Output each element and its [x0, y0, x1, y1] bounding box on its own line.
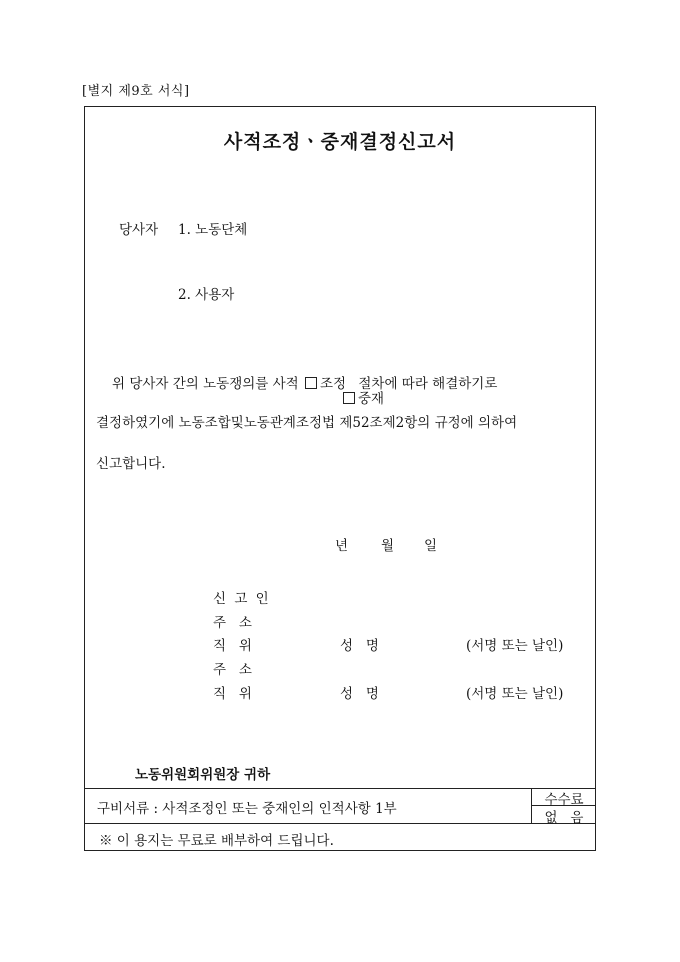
required-documents: 구비서류 : 사적조정인 또는 중재인의 인적사항 1부	[97, 801, 397, 817]
date-month: 월	[381, 538, 395, 554]
statement-continuation: 절차에 따라 해결하기로	[358, 376, 498, 392]
statement-line-2: 결정하였기에 노동조합및노동관계조정법 제52조제2항의 규정에 의하여	[96, 415, 518, 431]
form-number-label: [별지 제9호 서식]	[82, 84, 190, 99]
distribution-note: ※ 이 용지는 무료로 배부하여 드립니다.	[99, 833, 334, 849]
addressee: 노동위원회위원장 귀하	[135, 767, 271, 783]
position-label-2: 직 위	[213, 686, 252, 702]
footer-middle-rule	[84, 823, 596, 824]
signature-note-1: (서명 또는 날인)	[466, 638, 564, 654]
address-label-1: 주 소	[213, 615, 252, 631]
signature-note-2: (서명 또는 날인)	[466, 686, 564, 702]
footer-top-rule	[84, 788, 596, 789]
statement-line-1	[112, 372, 497, 392]
address-label-2: 주 소	[213, 662, 252, 678]
parties-label: 당사자	[119, 222, 159, 238]
form-title: 사적조정ㆍ중재결정신고서	[223, 131, 457, 153]
option-mediation: 조정	[320, 376, 347, 392]
fee-value: 없 음	[544, 810, 584, 826]
arbitration-option	[341, 387, 384, 407]
party-employer: 2. 사용자	[178, 287, 235, 303]
form-frame	[84, 106, 596, 851]
statement-intro: 위 당사자 간의 노동쟁의를 사적	[112, 376, 299, 392]
party-labor-union: 1. 노동단체	[178, 222, 248, 238]
mediation-checkbox[interactable]	[305, 377, 317, 389]
name-label-1: 성 명	[340, 638, 379, 654]
option-arbitration: 중재	[358, 391, 385, 407]
statement-line-3: 신고합니다.	[96, 456, 166, 472]
arbitration-checkbox[interactable]	[343, 392, 355, 404]
date-year: 년	[335, 538, 349, 554]
fee-label: 수수료	[544, 792, 584, 808]
date-day: 일	[424, 538, 438, 554]
reporter-label: 신 고 인	[213, 591, 269, 607]
position-label-1: 직 위	[213, 638, 252, 654]
name-label-2: 성 명	[340, 686, 379, 702]
